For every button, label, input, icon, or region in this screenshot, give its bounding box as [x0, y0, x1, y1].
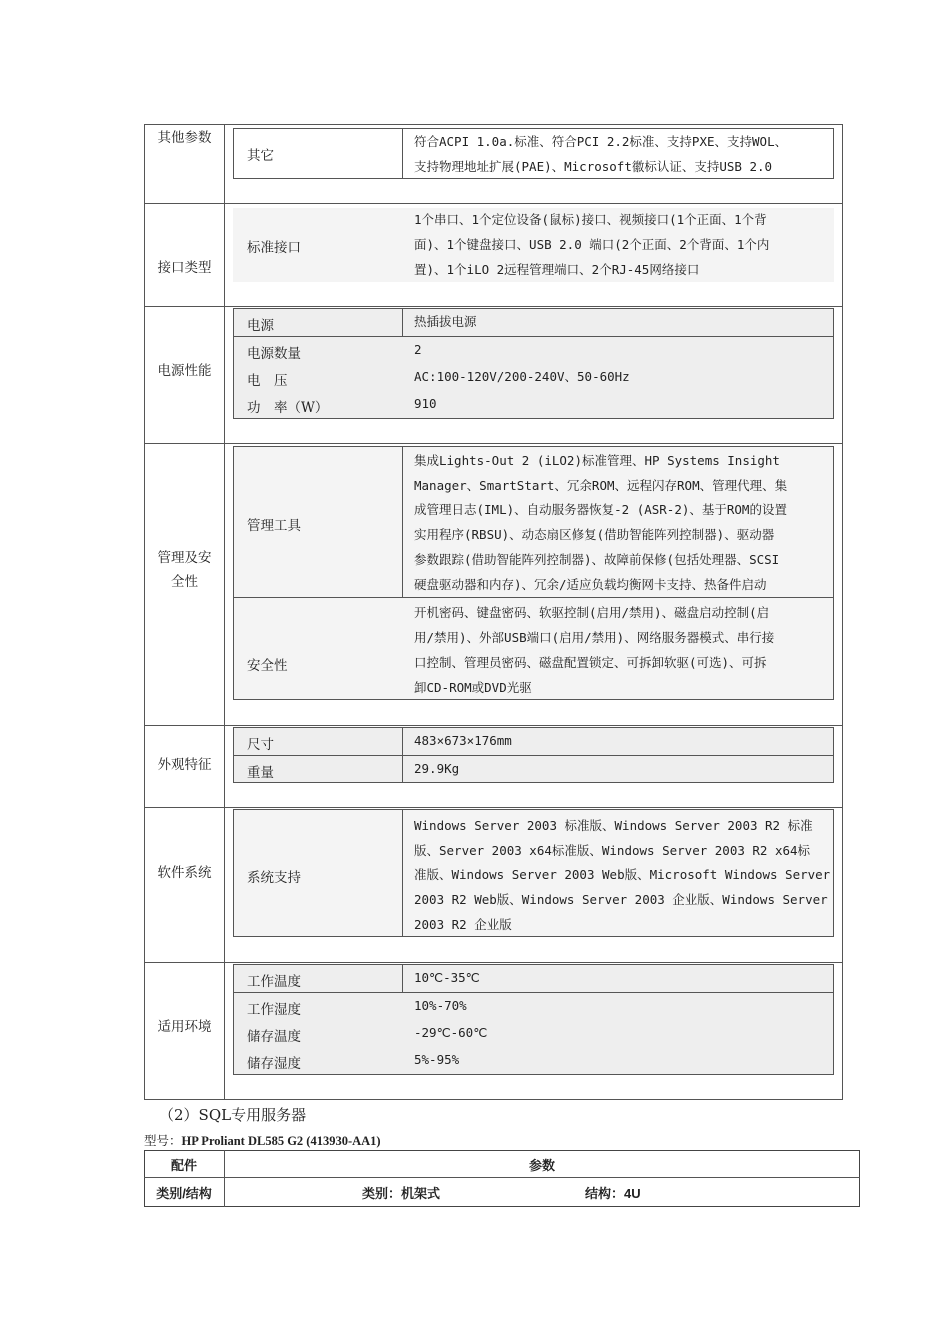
row-value-mgmt-line1: 集成Lights-Out 2 (iLO2)标准管理、HP Systems Insight: [414, 453, 780, 468]
category-management-line1: 管理及安: [157, 550, 212, 566]
row-value-work-temp: 10℃-35℃: [414, 970, 480, 985]
inner-divider: [402, 128, 403, 179]
category-divider: [224, 124, 225, 1100]
row-value-other-line1: 符合ACPI 1.0a.标准、符合PCI 2.2标准、支持PXE、支持WOL、: [414, 134, 788, 149]
row-value-interface-line2: 面)、1个键盘接口、USB 2.0 端口(2个正面、2个背面、1个内: [414, 237, 770, 252]
category-environment: 适用环境: [157, 1019, 212, 1035]
row-value-storage-humidity: 5%-95%: [414, 1052, 460, 1067]
row-value-mgmt-line5: 参数跟踪(借助智能阵列控制器)、故障前保修(包括处理器、SCSI: [414, 552, 780, 567]
category-other-params: 其他参数: [157, 130, 212, 146]
table2-row-divider: [144, 1177, 860, 1178]
row-value-interface-line1: 1个串口、1个定位设备(鼠标)接口、视频接口(1个正面、1个背: [414, 212, 767, 227]
section-divider: [144, 807, 843, 808]
row-value-os-line3: 准版、Windows Server 2003 Web版、Microsoft Windows Server: [414, 867, 831, 882]
section-divider: [144, 443, 843, 444]
row-value-security-line2: 用/禁用)、外部USB端口(启用/禁用)、网络服务器模式、串行接: [414, 630, 775, 645]
category-software: 软件系统: [157, 865, 212, 881]
row-value-security-line4: 卸CD-ROM或DVD光驱: [414, 680, 532, 695]
inner-table-environment: [233, 964, 834, 1075]
inner-row-divider: [233, 992, 834, 993]
table2-category-value: 类别：机架式: [362, 1186, 441, 1201]
row-label-storage-temp: 储存温度: [247, 1029, 301, 1045]
row-value-security-line3: 口控制、管理员密码、磁盘配置锁定、可拆卸软驱(可选)、可拆: [414, 655, 767, 670]
row-value-other-line2: 支持物理地址扩展(PAE)、Microsoft徽标认证、支持USB 2.0: [414, 159, 773, 174]
inner-row-divider: [233, 336, 834, 337]
row-label-size: 尺寸: [247, 737, 274, 753]
table2-header-params: 参数: [528, 1158, 555, 1173]
row-value-storage-temp: -29℃-60℃: [414, 1025, 488, 1040]
inner-divider: [402, 809, 403, 937]
row-value-power-count: 2: [414, 342, 422, 357]
category-power: 电源性能: [157, 363, 212, 379]
row-value-os-line4: 2003 R2 Web版、Windows Server 2003 企业版、Windows Server: [414, 892, 828, 907]
model-line: [144, 1131, 381, 1149]
section-divider: [144, 203, 843, 204]
row-label-interface: 标准接口: [247, 240, 301, 256]
row-value-mgmt-line3: 成管理日志(IML)、自动服务器恢复-2 (ASR-2)、基于ROM的设置: [414, 502, 787, 517]
model-name: HP Proliant DL585 G2 (413930-AA1): [181, 1134, 381, 1148]
inner-divider: [402, 964, 403, 992]
table2-row-label: 类别/结构: [156, 1186, 212, 1201]
row-value-os-line2: 版、Server 2003 x64标准版、Windows Server 2003 R2 x64标: [414, 843, 811, 858]
row-value-security-line1: 开机密码、键盘密码、软驱控制(启用/禁用)、磁盘启动控制(启: [414, 605, 770, 620]
row-value-work-humidity: 10%-70%: [414, 998, 467, 1013]
section-divider: [144, 306, 843, 307]
row-value-os-line5: 2003 R2 企业版: [414, 917, 512, 932]
row-label-power: 电源: [247, 318, 274, 334]
model-prefix: 型号：: [144, 1134, 182, 1148]
row-label-other: 其它: [247, 148, 274, 164]
row-label-storage-humidity: 储存湿度: [247, 1056, 301, 1072]
inner-divider: [402, 446, 403, 597]
row-label-os-support: 系统支持: [247, 870, 301, 886]
row-value-power: 热插拔电源: [414, 314, 477, 329]
section-heading-sql-server: （2）SQL专用服务器: [159, 1106, 307, 1124]
inner-divider: [402, 308, 403, 336]
category-management-line2: 全性: [171, 574, 198, 590]
section-divider: [144, 962, 843, 963]
section-divider: [144, 725, 843, 726]
category-appearance: 外观特征: [157, 757, 212, 773]
row-value-voltage: AC:100-120V/200-240V、50-60Hz: [414, 369, 630, 384]
table2-header-accessory: 配件: [170, 1158, 197, 1173]
row-value-interface-line3: 置)、1个iLO 2远程管理端口、2个RJ-45网络接口: [414, 262, 700, 277]
row-value-wattage: 910: [414, 396, 437, 411]
table2-structure-value: 结构：4U: [585, 1186, 641, 1201]
row-label-work-humidity: 工作湿度: [247, 1002, 301, 1018]
row-value-os-line1: Windows Server 2003 标准版、Windows Server 2003 R2 标准: [414, 818, 813, 833]
row-label-weight: 重量: [247, 765, 274, 781]
row-label-wattage: 功 率（W）: [247, 400, 329, 416]
inner-row-divider: [233, 755, 834, 756]
category-interface-type: 接口类型: [157, 260, 212, 276]
row-label-work-temp: 工作温度: [247, 974, 301, 990]
row-value-mgmt-line6: 硬盘驱动器和内存)、冗余/适应负载均衡网卡支持、热备件启动: [414, 577, 767, 592]
row-label-power-count: 电源数量: [247, 346, 301, 362]
inner-divider: [402, 727, 403, 783]
row-label-security: 安全性: [247, 658, 288, 674]
row-label-voltage: 电 压: [247, 373, 288, 389]
row-label-mgmt-tools: 管理工具: [247, 518, 301, 534]
row-value-mgmt-line2: Manager、SmartStart、冗余ROM、远程闪存ROM、管理代理、集: [414, 478, 788, 493]
row-value-weight: 29.9Kg: [414, 761, 460, 776]
row-value-size: 483×673×176mm: [414, 733, 512, 748]
row-value-mgmt-line4: 实用程序(RBSU)、动态扇区修复(借助智能阵列控制器)、驱动器: [414, 527, 775, 542]
